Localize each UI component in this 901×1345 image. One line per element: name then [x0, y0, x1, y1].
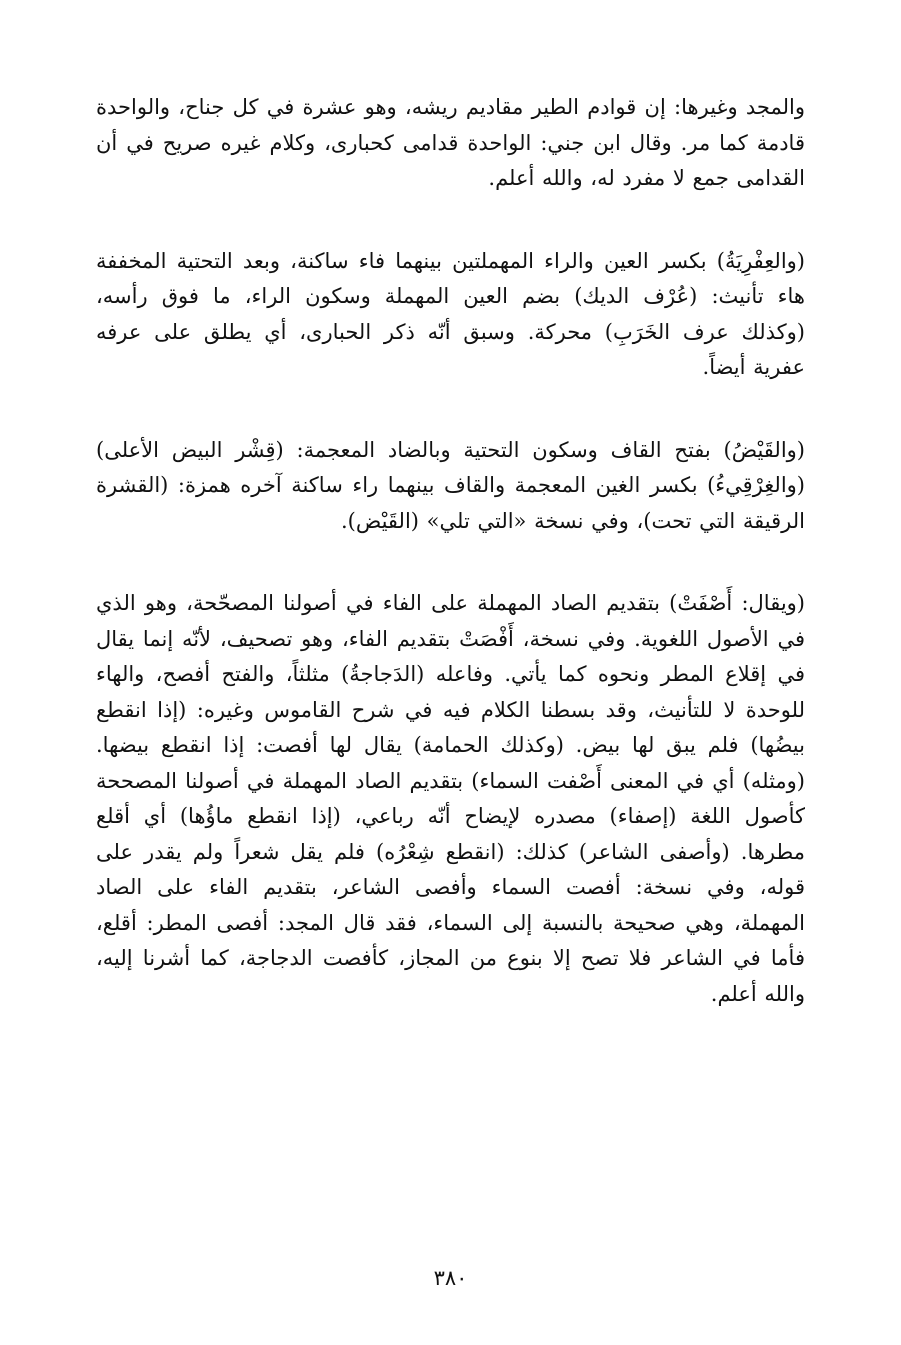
paragraph-asfat: (ويقال: أَصْفَتْ) بتقديم الصاد المهملة على الفاء في أصولنا المصحّحة، وهو الذي في الأصول اللغوية. وفي نسخة، أَفْصَتْ بتقديم الفاء، وهو تصحيف، لأنّه إنما يقال في إقلاع المطر ونحوه كما يأتي. وفاعله (الدَجاجةُ) مثلثاً، والفتح أفصح، والهاء للوحدة لا للتأنيث، وقد بسطنا الكلام فيه في شرح القاموس وغيره: (إذا انقطع بيضُها) فلم يبق لها بيض. (وكذلك الحمامة) يقال لها أفصت: إذا انقطع بيضها. (ومثله) أي في المعنى أَصْفت السماء) بتقديم الصاد المهملة في أصولنا المصححة كأصول اللغة (إصفاء) مصدره لإيضاح أنّه رباعي، (إذا انقطع ماؤُها) أي أقلع مطرها. (وأصفى الشاعر) كذلك: (انقطع شِعْرُه) فلم يقل شعراً ولم يقدر على قوله، وفي نسخة: أفصت السماء وأفصى الشاعر، بتقديم الفاء على الصاد المهملة، وهي صحيحة بالنسبة إلى السماء، فقد قال المجد: أفصى المطر: أقلع، فأما في الشاعر فلا تصح إلا بنوع من المجاز، كأفصت الدجاجة، كما أشرنا إليه، والله أعلم.	[96, 591, 805, 1006]
paragraph-qayd: (والقَيْضُ) بفتح القاف وسكون التحتية وبالضاد المعجمة: (قِشْر البيض الأعلى) (والغِرْقِيءُ) بكسر الغين المعجمة والقاف بينهما راء ساكنة آخره همزة: (القشرة الرقيقة التي تحت)، وفي نسخة «التي تلي» (القَيْض).	[96, 437, 805, 533]
page-number: ٣٨٠	[433, 1266, 468, 1290]
paragraph-ifriya: (والعِفْرِيَةُ) بكسر العين والراء المهملتين بينهما فاء ساكنة، وبعد التحتية المخففة هاء تأنيث: (عُرْف الديك) بضم العين المهملة وسكون الراء، ما فوق رأسه، (وكذلك عرف الخَرَبِ) محركة. وسبق أنّه ذكر الحبارى، أي يطلق على عرفه عفرية أيضاً.	[96, 248, 805, 379]
paragraph-qawadim: والمجد وغيرها: إن قوادم الطير مقاديم ريشه، وهو عشرة في كل جناح، والواحدة قادمة كما مر. وقال ابن جني: الواحدة قدامى كحبارى، وكلام غيره صريح في أن القدامى جمع لا مفرد له، والله أعلم.	[96, 95, 805, 190]
